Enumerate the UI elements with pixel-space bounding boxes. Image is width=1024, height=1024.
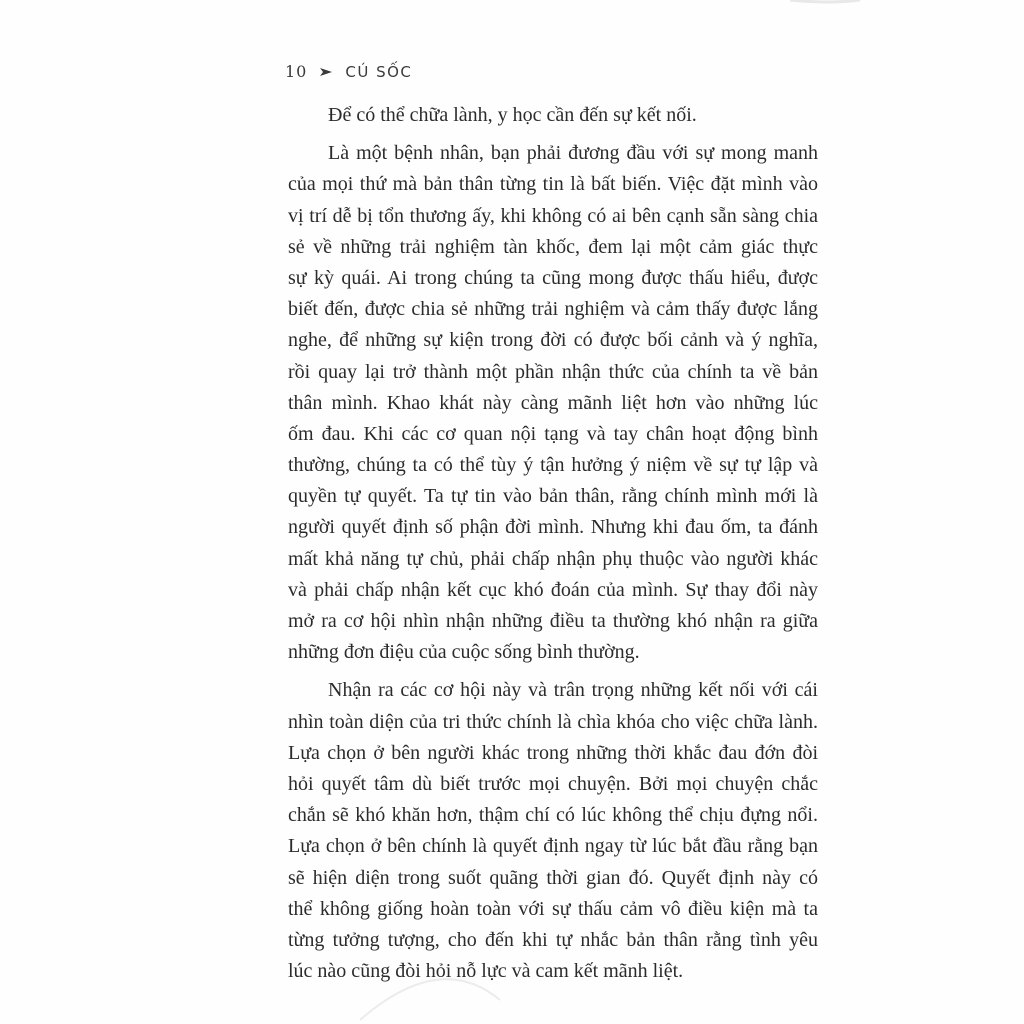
- text-line: và phải chấp nhận kết cục khó đoán của mình. Sự thay đổi này: [288, 578, 818, 601]
- text-line: thân mình. Khao khát này càng mãnh liệt hơn vào những lúc: [288, 391, 818, 414]
- arrow-right-icon: [319, 67, 333, 77]
- text-line: biết đến, được chia sẻ những trải nghiệm và cảm thấy được lắng: [288, 298, 818, 321]
- text-line: từng tưởng tượng, cho đến khi tự nhắc bản thân rằng tình yêu: [288, 928, 818, 951]
- chapter-title: CÚ SỐC: [345, 62, 413, 81]
- text-line: người quyết định số phận đời mình. Nhưng khi đau ốm, ta đánh: [288, 516, 818, 539]
- text-line: những đơn điệu của cuộc sống bình thường.: [288, 641, 640, 664]
- text-line: nhìn toàn diện của tri thức chính là chìa khóa cho việc chữa lành.: [288, 710, 818, 733]
- running-header: [285, 62, 412, 81]
- text-line: Là một bệnh nhân, bạn phải đương đầu với sự mong manh: [328, 142, 818, 165]
- text-line: Nhận ra các cơ hội này và trân trọng những kết nối với cái: [328, 679, 818, 702]
- page-number: 10: [285, 62, 308, 81]
- paragraph: [288, 100, 818, 131]
- text-line: ốm đau. Khi các cơ quan nội tạng và tay chân hoạt động bình: [288, 422, 818, 445]
- paragraph: [288, 138, 818, 668]
- text-line: của mọi thứ mà bản thân từng tin là bất biến. Việc đặt mình vào: [288, 173, 818, 196]
- text-line: quyền tự quyết. Ta tự tin vào bản thân, rằng chính mình mới là: [288, 485, 818, 508]
- body-text: [288, 100, 818, 987]
- text-line: rồi quay lại trở thành một phần nhận thức của chính ta về bản: [288, 360, 818, 383]
- text-line: sẽ hiện diện trong suốt quãng thời gian đó. Quyết định này có: [288, 866, 818, 889]
- text-line: mất khả năng tự chủ, phải chấp nhận phụ thuộc vào người khác: [288, 547, 818, 570]
- text-line: sẻ về những trải nghiệm tàn khốc, đem lại một cảm giác thực: [288, 235, 818, 258]
- text-line: nghe, để những sự kiện trong đời có được bối cảnh và ý nghĩa,: [288, 329, 818, 352]
- text-line: Lựa chọn ở bên chính là quyết định ngay từ lúc bắt đầu rằng bạn: [288, 835, 818, 858]
- text-line: thường, chúng ta có thể tùy ý tận hưởng ý niệm về sự tự lập và: [288, 454, 818, 477]
- text-line: sự kỳ quái. Ai trong chúng ta cũng mong được thấu hiểu, được: [288, 266, 818, 289]
- text-line: mở ra cơ hội nhìn nhận những điều ta thường khó nhận ra giữa: [288, 610, 818, 632]
- text-line: thể không giống hoàn toàn với sự thấu cảm vô điều kiện mà ta: [288, 897, 818, 920]
- text-line: Lựa chọn ở bên người khác trong những thời khắc đau đớn đòi: [288, 741, 818, 764]
- text-line: Để có thể chữa lành, y học cần đến sự kết nối.: [328, 104, 697, 126]
- text-line: chắn sẽ khó khăn hơn, thậm chí có lúc không thể chịu đựng nổi.: [288, 804, 818, 827]
- paragraph: [288, 675, 818, 987]
- text-line: lúc nào cũng đòi hỏi nỗ lực và cam kết mãnh liệt.: [288, 960, 684, 983]
- text-line: vị trí dễ bị tổn thương ấy, khi không có ai bên cạnh sẵn sàng chia: [288, 204, 818, 227]
- text-line: hỏi quyết tâm dù biết trước mọi chuyện. Bởi mọi chuyện chắc: [288, 772, 818, 795]
